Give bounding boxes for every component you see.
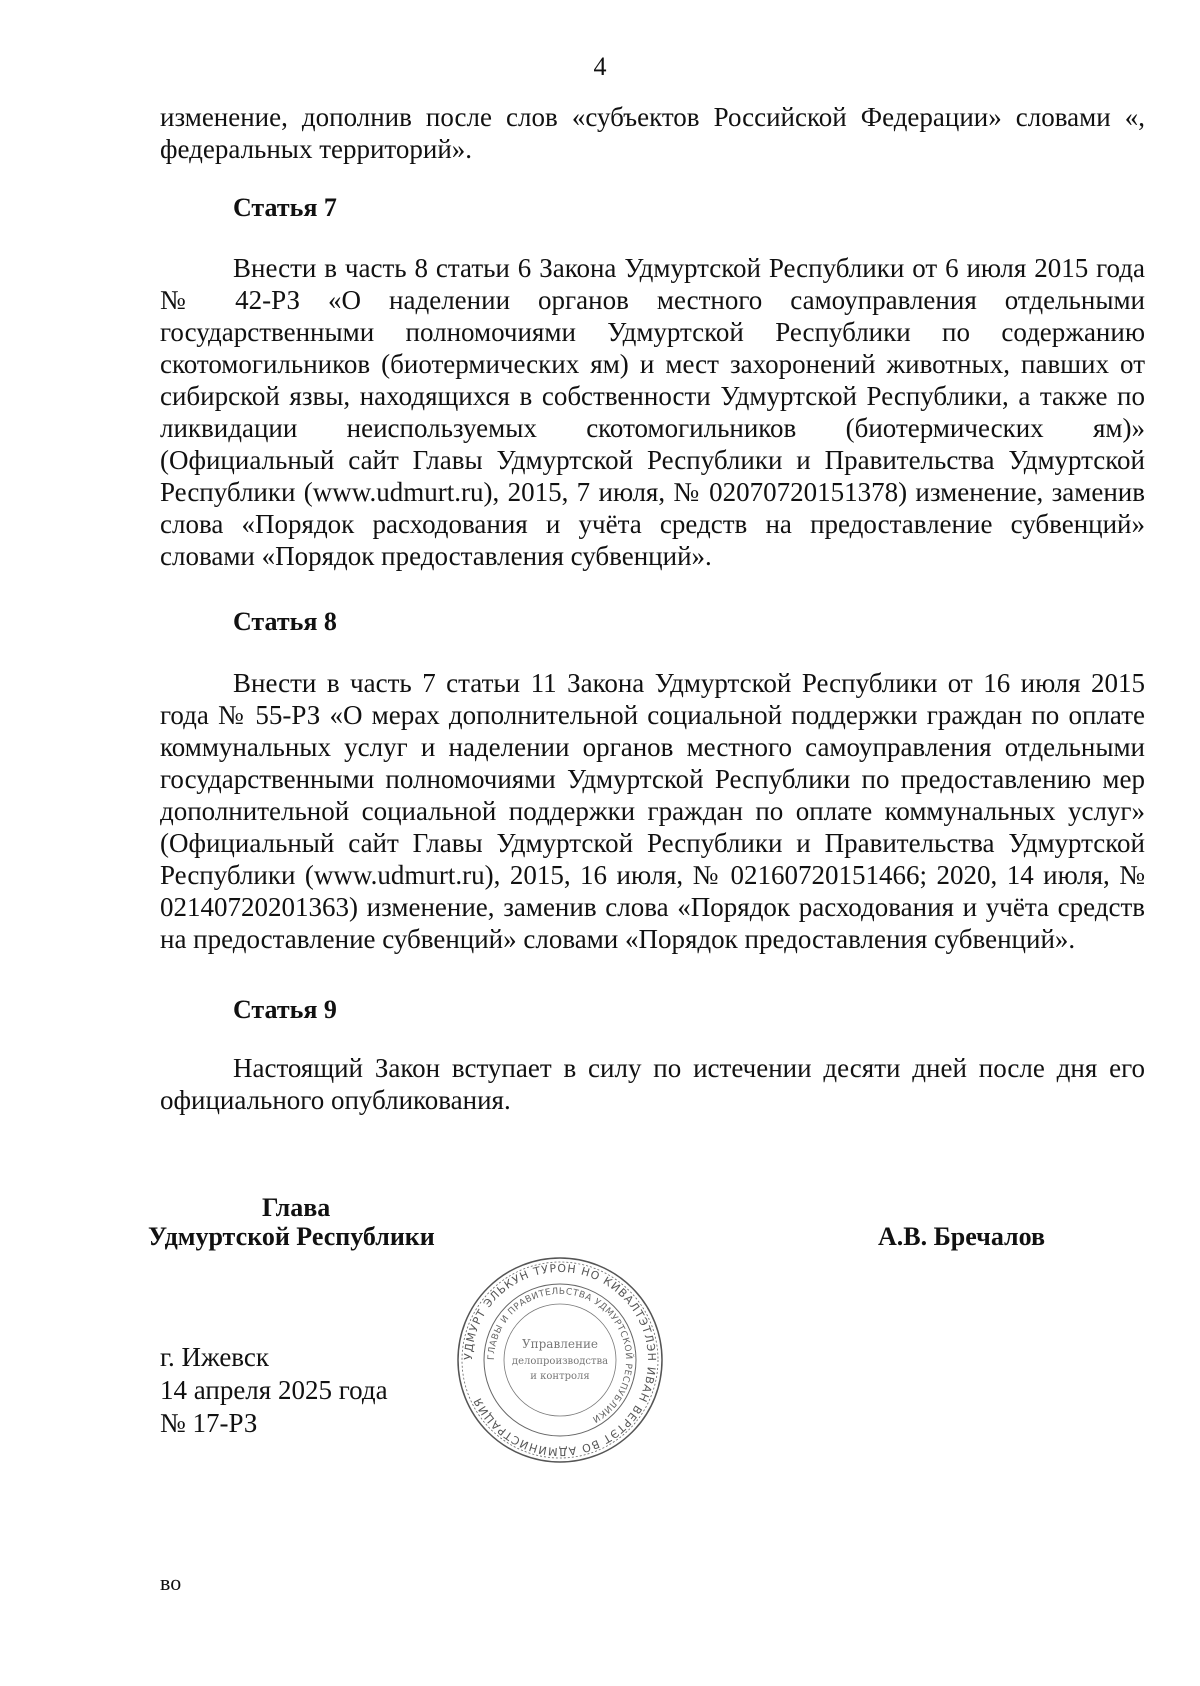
official-seal (455, 1255, 665, 1465)
reference-initials: во (160, 1570, 182, 1595)
seal-center-line2: делопроизводства (511, 1356, 609, 1367)
seal-outer-text: УДМУРТ ЭЛЬКУН ТУРОН НО КИВАЛТЭТЛЭН ИВАН ВЕРТЭТ ВО АДМИНИСТРАЦИЯ (461, 1261, 659, 1459)
seal-inner-ring-text: ГЛАВЫ И ПРАВИТЕЛЬСТВА УДМУРТСКОЙ РЕСПУБЛИКИ (486, 1286, 634, 1425)
signature-title-line2: Удмуртской Республики (148, 1222, 435, 1251)
article-7-body (160, 252, 1145, 572)
intro-text: изменение, дополнив после слов «субъектов Российской Федерации» словами «, федеральных территорий». (160, 102, 1145, 164)
law-number: № 17-РЗ (160, 1408, 258, 1438)
signature-name: А.В. Бречалов (878, 1222, 1046, 1251)
intro-paragraph (160, 101, 1145, 165)
seal-center-line1: Управление (521, 1337, 599, 1351)
seal-center-line3: и контроля (530, 1371, 590, 1382)
article-8-heading: Статья 8 (233, 607, 337, 636)
signature-title-line1: Глава (262, 1193, 331, 1222)
article-7-text: Внести в часть 8 статьи 6 Закона Удмуртской Республики от 6 июля 2015 года № 42-РЗ «О наделении органов местного самоуправления отдельными государственными полномочиями Удмуртской Республики по содержанию скотомогильников (биотермических ям) и мест захоронений животных, павших от сибирской язвы, находящихся в собственности Удмуртской Республики, а также по ликвидации неиспользуемых скотомогильников (биотермических ям)» (Официальный сайт Главы Удмуртской Республики и Правительства Удмуртской Республики (www.udmurt.ru), 2015, 7 июля, № 02070720151378) изменение, заменив слова «Порядок расходования и учёта средств на предоставление субвенций» словами «Порядок предоставления субвенций». (160, 253, 1145, 571)
article-9-heading: Статья 9 (233, 995, 337, 1024)
law-date: 14 апреля 2025 года (160, 1375, 388, 1405)
article-8-text: Внести в часть 7 статьи 11 Закона Удмуртской Республики от 16 июля 2015 года № 55-РЗ «О мерах дополнительной социальной поддержки граждан по оплате коммунальных услуг и наделении органов местного самоуправления отдельными государственными полномочиями Удмуртской Республики по предоставлению мер дополнительной социальной поддержки граждан по оплате коммунальных услуг» (Официальный сайт Главы Удмуртской Республики и Правительства Удмуртской Республики (www.udmurt.ru), 2015, 16 июля, № 02160720151466; 2020, 14 июля, № 02140720201363) изменение, заменив слова «Порядок расходования и учёта средств на предоставление субвенций» словами «Порядок предоставления субвенций». (160, 668, 1145, 954)
article-7-heading: Статья 7 (233, 193, 337, 222)
article-8-body (160, 667, 1145, 955)
article-9-text: Настоящий Закон вступает в силу по истечении десяти дней после дня его официального опубликования. (160, 1053, 1145, 1115)
city: г. Ижевск (160, 1342, 270, 1372)
page-number: 4 (593, 52, 607, 81)
article-9-body (160, 1052, 1145, 1116)
